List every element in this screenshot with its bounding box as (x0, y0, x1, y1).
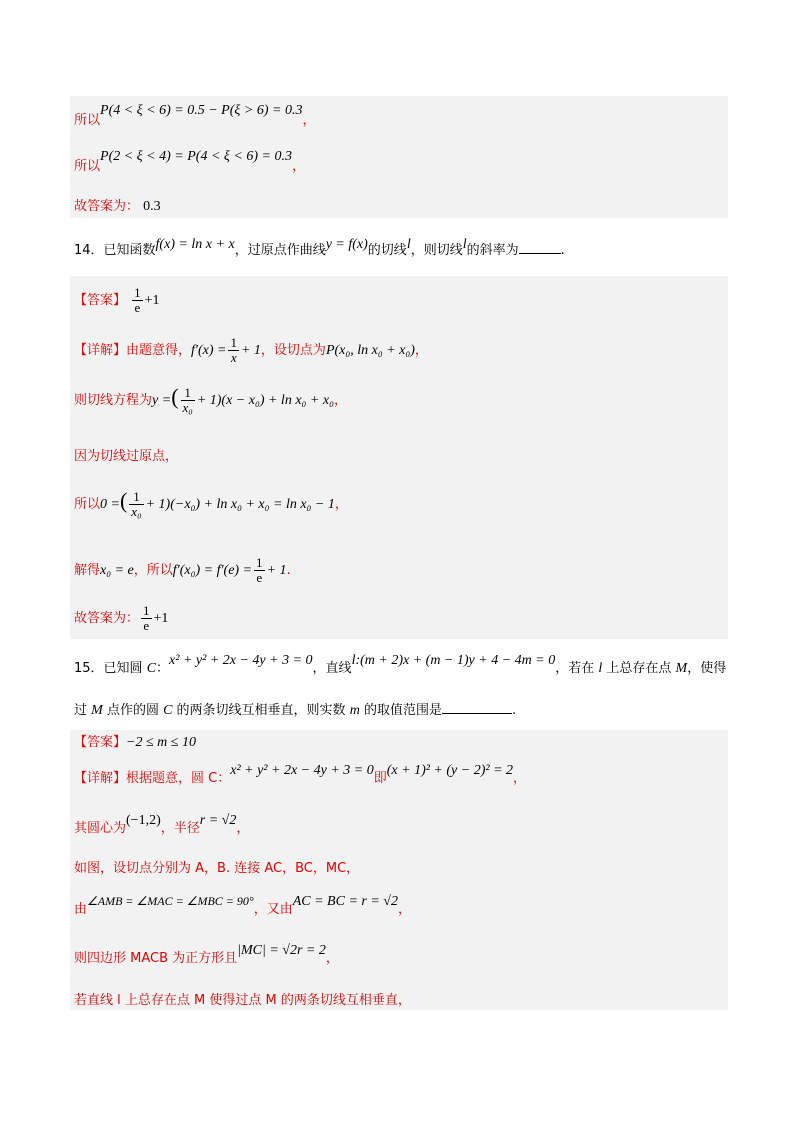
sol15-detail-4: 由∠AMB = ∠MAC = ∠MBC = 90°，又由AC = BC = r = √2， (74, 894, 411, 917)
sol15-answer: 【答案】−2 ≤ m ≤ 10 (74, 735, 196, 750)
sol13-line1: 所以P(4 < ξ < 6) = 0.5 − P(ξ > 6) = 0.3， (74, 103, 316, 128)
sol14-detail-2: 则切线方程为y =( $\frac{1}{\text{x₀}}$ + 1)(x − x₀) + ln x₀ + x₀， (74, 384, 347, 415)
sol14-detail-3: 因为切线过原点， (74, 449, 179, 464)
sol14-answer: 【答案】 $\frac{1}{e}$ +1 (74, 285, 160, 315)
sol15-detail-2: 其圆心为(−1,2)，半径r = √2， (74, 813, 250, 836)
sol13-formula2: P(2 < ξ < 4) = P(4 < ξ < 6) = 0.3 (100, 149, 292, 164)
sol14-detail-5: 解得x₀ = e，所以f′(x₀) = f′(e) = $\frac{1}{e}$ + 1. (74, 555, 291, 585)
question-15-line2: 过 M 点作的圆 C 的两条切线互相垂直，则实数 m 的取值范围是 . (74, 703, 517, 718)
sol15-detail-5: 则四边形 MACB 为正方形且|MC| = √2r = 2， (74, 943, 339, 966)
sol13-formula1: P(4 < ξ < 6) = 0.5 − P(ξ > 6) = 0.3 (100, 103, 303, 118)
sol14-detail-1: 【详解】由题意得，f′(x) = $\frac{1}{x}$ + 1，设切点为P(x₀, ln x₀ + x₀)， (74, 335, 428, 365)
answer-blank-14 (519, 253, 561, 254)
sol15-detail-6: 若直线 l 上总存在点 M 使得过点 M 的两条切线互相垂直， (74, 993, 411, 1008)
sol14-final-answer: 故答案为： $\frac{1}{e}$ +1 (74, 603, 169, 633)
sol15-detail-3: 如图，设切点分别为 A，B. 连接 AC，BC，MC， (74, 861, 360, 876)
sol13-line2: 所以P(2 < ξ < 4) = P(4 < ξ < 6) = 0.3， (74, 149, 305, 174)
sol13-final-answer: 故答案为： 0.3 (74, 199, 161, 214)
question-14: 14．已知函数f(x) = ln x + x，过原点作曲线y = f(x)的切线l，则切线l的斜率为 . (74, 237, 565, 258)
sol14-detail-4: 所以0 =( $\frac{1}{\text{x₀}}$ + 1)(−x₀) + ln x₀ + x₀ = ln x₀ − 1， (74, 488, 348, 519)
sol15-detail-1: 【详解】根据题意，圆 C：x² + y² + 2x − 4y + 3 = 0即(x + 1)² + (y − 2)² = 2， (74, 763, 527, 786)
question-15-line1: 15．已知圆 C：x² + y² + 2x − 4y + 3 = 0，直线l:(m + 2)x + (m − 1)y + 4 − 4m = 0，若在 l 上总存在点 M，使得 (74, 653, 727, 676)
answer-blank-15 (442, 713, 512, 714)
